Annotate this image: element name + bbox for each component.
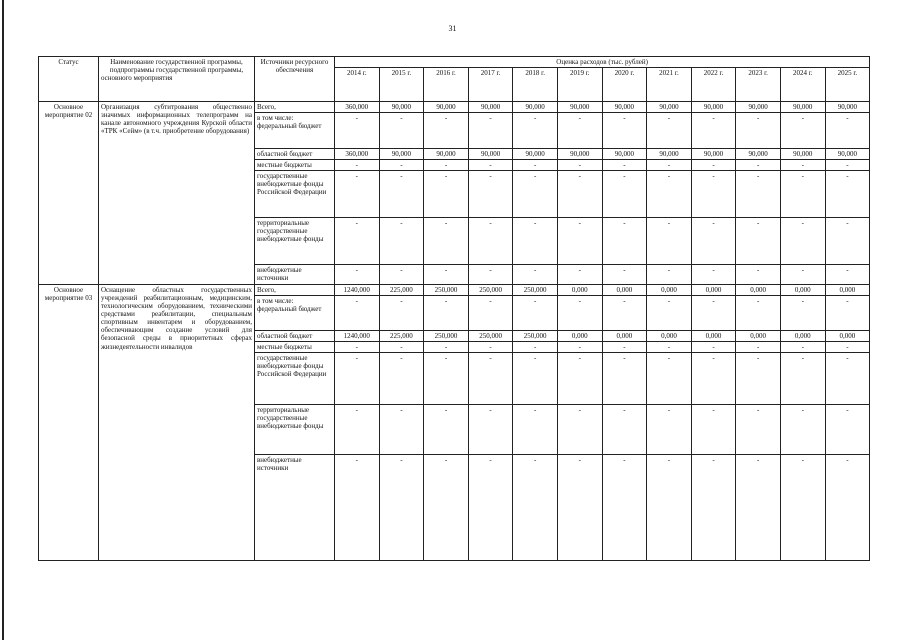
value-cell: - [736, 405, 781, 455]
value-cell: 90,000 [513, 149, 558, 160]
value-cell: - [557, 218, 602, 265]
value-cell: - [468, 160, 513, 171]
value-cell: 90,000 [602, 102, 647, 113]
value-cell: 90,000 [825, 102, 870, 113]
source-label: Всего, [255, 285, 335, 296]
value-cell: - [647, 353, 692, 405]
value-cell: - [379, 265, 424, 285]
value-cell: - [424, 160, 469, 171]
value-cell: - [468, 265, 513, 285]
value-cell: - [379, 455, 424, 561]
value-cell: - [647, 455, 692, 561]
value-cell: - [780, 218, 825, 265]
value-cell: - [602, 353, 647, 405]
value-cell: - [557, 171, 602, 218]
value-cell: 250,000 [513, 285, 558, 296]
source-label: внебюджетные источники [255, 265, 335, 285]
value-cell: - [602, 171, 647, 218]
value-cell: - [513, 160, 558, 171]
value-cell: - [468, 171, 513, 218]
source-label: областной бюджет [255, 149, 335, 160]
value-cell: 0,000 [825, 331, 870, 342]
value-cell: - [736, 160, 781, 171]
value-cell: - [424, 296, 469, 331]
source-label: территориальные государственные внебюджетные фонды [255, 218, 335, 265]
value-cell: - [468, 455, 513, 561]
value-cell: 250,000 [513, 331, 558, 342]
value-cell: 90,000 [424, 102, 469, 113]
value-cell: 0,000 [736, 285, 781, 296]
value-cell: - [335, 218, 380, 265]
source-label: местные бюджеты [255, 160, 335, 171]
value-cell: - [513, 455, 558, 561]
header-year: 2022 г. [691, 68, 736, 102]
value-cell: - [736, 296, 781, 331]
header-year: 2024 г. [780, 68, 825, 102]
value-cell: 90,000 [825, 149, 870, 160]
value-cell: 0,000 [780, 331, 825, 342]
value-cell: 90,000 [379, 102, 424, 113]
value-cell: - [691, 160, 736, 171]
value-cell: - [736, 171, 781, 218]
source-label: в том числе: федеральный бюджет [255, 296, 335, 331]
value-cell: 250,000 [468, 331, 513, 342]
page-number: 31 [448, 24, 457, 33]
value-cell: - [602, 455, 647, 561]
source-label: государственные внебюджетные фонды Российской Федерации [255, 171, 335, 218]
value-cell: - [335, 342, 380, 353]
value-cell: 90,000 [691, 149, 736, 160]
value-cell: - [736, 353, 781, 405]
value-cell: - [513, 265, 558, 285]
header-year: 2016 г. [424, 68, 469, 102]
value-cell: - [780, 342, 825, 353]
source-label: территориальные государственные внебюджетные фонды [255, 405, 335, 455]
header-year: 2019 г. [557, 68, 602, 102]
value-cell: 0,000 [557, 331, 602, 342]
value-cell: - [557, 113, 602, 149]
value-cell: - [424, 405, 469, 455]
value-cell: - [825, 218, 870, 265]
header-estimate: Оценка расходов (тыс. рублей) [335, 57, 870, 68]
value-cell: - [379, 113, 424, 149]
header-year: 2018 г. [513, 68, 558, 102]
value-cell: - [557, 342, 602, 353]
value-cell: 90,000 [780, 102, 825, 113]
value-cell: - [513, 405, 558, 455]
value-cell: - [424, 342, 469, 353]
value-cell: 1240,000 [335, 285, 380, 296]
value-cell: - [825, 405, 870, 455]
value-cell: - [557, 265, 602, 285]
value-cell: - [379, 160, 424, 171]
header-year: 2020 г. [602, 68, 647, 102]
value-cell: - [825, 171, 870, 218]
value-cell: - [468, 296, 513, 331]
value-cell: - [825, 265, 870, 285]
header-year: 2025 г. [825, 68, 870, 102]
value-cell: - [602, 113, 647, 149]
value-cell: - [736, 218, 781, 265]
value-cell: - [691, 218, 736, 265]
value-cell: - [825, 160, 870, 171]
value-cell: - [691, 113, 736, 149]
value-cell: - [825, 296, 870, 331]
header-year: 2023 г. [736, 68, 781, 102]
section-status: Основное мероприятие 03 [39, 285, 99, 561]
source-label: внебюджетные источники [255, 455, 335, 561]
value-cell: 360,000 [335, 149, 380, 160]
value-cell: - [468, 342, 513, 353]
source-label: государственные внебюджетные фонды Российской Федерации [255, 353, 335, 405]
value-cell: - [780, 171, 825, 218]
value-cell: 90,000 [647, 102, 692, 113]
value-cell: 0,000 [647, 285, 692, 296]
table-row [39, 285, 870, 296]
value-cell: - [825, 353, 870, 405]
value-cell: - [513, 342, 558, 353]
value-cell: - [557, 160, 602, 171]
value-cell: - [513, 296, 558, 331]
header-year: 2015 г. [379, 68, 424, 102]
value-cell: - [691, 353, 736, 405]
value-cell: - [647, 265, 692, 285]
value-cell: 360,000 [335, 102, 380, 113]
value-cell: 90,000 [557, 102, 602, 113]
source-label: областной бюджет [255, 331, 335, 342]
value-cell: 90,000 [602, 149, 647, 160]
value-cell: - [780, 353, 825, 405]
value-cell: - [780, 455, 825, 561]
value-cell: - [602, 342, 647, 353]
value-cell: - [647, 218, 692, 265]
value-cell: - [557, 455, 602, 561]
value-cell: - [513, 113, 558, 149]
header-year: 2014 г. [335, 68, 380, 102]
header-sources: Источники ресурсного обеспечения [255, 57, 335, 102]
value-cell: 90,000 [379, 149, 424, 160]
value-cell: - [825, 113, 870, 149]
value-cell: 0,000 [780, 285, 825, 296]
value-cell: - [379, 405, 424, 455]
value-cell: 250,000 [468, 285, 513, 296]
value-cell: 250,000 [424, 331, 469, 342]
value-cell: - [602, 265, 647, 285]
value-cell: - [647, 160, 692, 171]
value-cell: 0,000 [602, 331, 647, 342]
value-cell: - [379, 218, 424, 265]
value-cell: - [780, 160, 825, 171]
value-cell: 90,000 [647, 149, 692, 160]
value-cell: - [379, 342, 424, 353]
value-cell: - [647, 113, 692, 149]
value-cell: - [691, 455, 736, 561]
section-status: Основное мероприятие 02 [39, 102, 99, 285]
value-cell: - [736, 455, 781, 561]
value-cell: - [825, 342, 870, 353]
value-cell: 0,000 [691, 285, 736, 296]
value-cell: 225,000 [379, 285, 424, 296]
value-cell: - [647, 296, 692, 331]
value-cell: - [602, 296, 647, 331]
value-cell: - [335, 265, 380, 285]
section-name: Оснащение областных государственных учреждений реабилитационным, медицинским, технологическим оборудованием, техническими средствами реабилитации, специальным спортивным инвентарем и оборудованием, обеспечивающим создание условий для безопасной среды в приоритетных сферах жизнедеятельности инвалидов [99, 285, 255, 561]
value-cell: 90,000 [691, 102, 736, 113]
source-label: Всего, [255, 102, 335, 113]
value-cell: - [424, 113, 469, 149]
value-cell: - [736, 265, 781, 285]
value-cell: 0,000 [602, 285, 647, 296]
value-cell: 90,000 [780, 149, 825, 160]
value-cell: - [557, 296, 602, 331]
value-cell: - [647, 171, 692, 218]
header-name: Наименование государственной программы, подпрограммы государственной программы, основного мероприятия [99, 57, 255, 102]
value-cell: - [424, 265, 469, 285]
value-cell: 90,000 [468, 149, 513, 160]
value-cell: - [780, 405, 825, 455]
value-cell: - [379, 171, 424, 218]
value-cell: - [513, 171, 558, 218]
value-cell: - [379, 296, 424, 331]
value-cell: - [825, 455, 870, 561]
section-name: Организация субтитрования общественно значимых информационных телепрограмм на канале автономного учреждения Курской области «ТРК «Сейм» (в т.ч. приобретение оборудования) [99, 102, 255, 285]
value-cell: - [691, 171, 736, 218]
page-left-edge [2, 0, 4, 640]
value-cell: - [335, 113, 380, 149]
value-cell: - [335, 405, 380, 455]
value-cell: 90,000 [557, 149, 602, 160]
value-cell: - [513, 218, 558, 265]
value-cell: - [379, 353, 424, 405]
header-year: 2021 г. [647, 68, 692, 102]
value-cell: 0,000 [825, 285, 870, 296]
header-status: Статус [39, 57, 99, 102]
budget-table-body [39, 57, 870, 561]
value-cell: 0,000 [736, 331, 781, 342]
value-cell: 0,000 [647, 331, 692, 342]
value-cell: 90,000 [468, 102, 513, 113]
value-cell: - [468, 353, 513, 405]
value-cell: - [557, 353, 602, 405]
value-cell: - [602, 405, 647, 455]
table-row [39, 102, 870, 113]
value-cell: - [647, 342, 692, 353]
value-cell: 0,000 [557, 285, 602, 296]
value-cell: - [335, 455, 380, 561]
value-cell: - [335, 171, 380, 218]
value-cell: 90,000 [736, 102, 781, 113]
source-label: в том числе: федеральный бюджет [255, 113, 335, 149]
header-year: 2017 г. [468, 68, 513, 102]
value-cell: - [691, 296, 736, 331]
value-cell: - [335, 160, 380, 171]
value-cell: - [780, 296, 825, 331]
value-cell: - [736, 113, 781, 149]
value-cell: - [602, 218, 647, 265]
value-cell: - [468, 218, 513, 265]
value-cell: - [780, 113, 825, 149]
value-cell: 90,000 [513, 102, 558, 113]
source-label: местные бюджеты [255, 342, 335, 353]
value-cell: - [468, 113, 513, 149]
value-cell: - [335, 353, 380, 405]
value-cell: - [780, 265, 825, 285]
value-cell: - [647, 405, 692, 455]
value-cell: 225,000 [379, 331, 424, 342]
value-cell: - [691, 265, 736, 285]
value-cell: - [691, 405, 736, 455]
value-cell: - [335, 296, 380, 331]
value-cell: - [424, 218, 469, 265]
value-cell: 90,000 [736, 149, 781, 160]
value-cell: - [424, 455, 469, 561]
value-cell: 0,000 [691, 331, 736, 342]
value-cell: - [691, 342, 736, 353]
value-cell: - [424, 353, 469, 405]
value-cell: - [557, 405, 602, 455]
value-cell: 90,000 [424, 149, 469, 160]
value-cell: - [513, 353, 558, 405]
header-row [39, 57, 870, 68]
value-cell: - [468, 405, 513, 455]
budget-table [38, 56, 870, 561]
value-cell: - [424, 171, 469, 218]
value-cell: - [736, 342, 781, 353]
value-cell: 250,000 [424, 285, 469, 296]
value-cell: 1240,000 [335, 331, 380, 342]
value-cell: - [602, 160, 647, 171]
